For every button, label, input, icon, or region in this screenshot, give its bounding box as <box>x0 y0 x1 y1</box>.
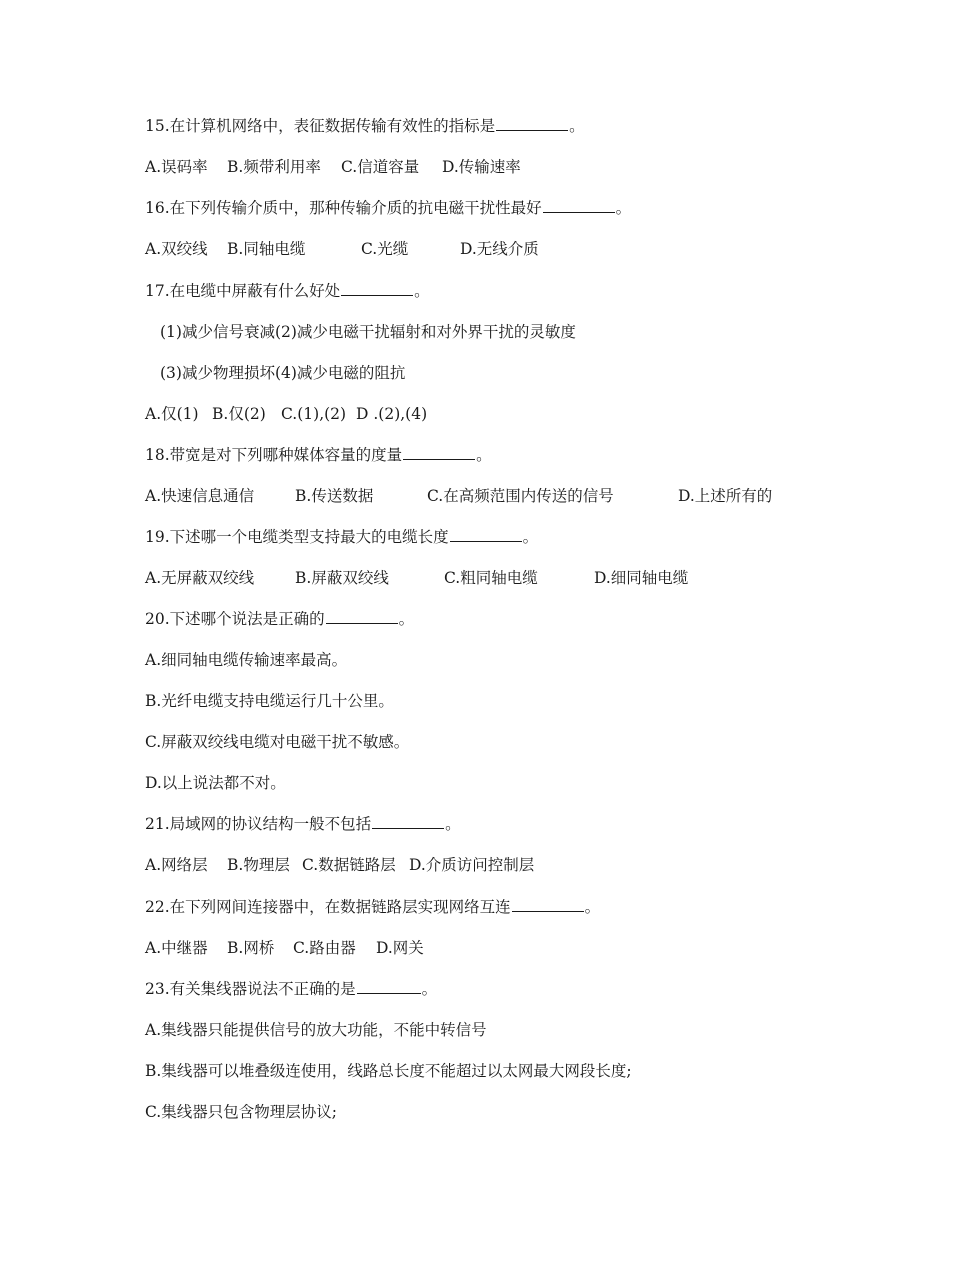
answer-blank <box>450 525 522 542</box>
question-15 <box>145 114 585 138</box>
option-a: A.双绞线 <box>145 240 208 258</box>
option-a: A.误码率 <box>145 158 208 176</box>
question-20-stem: 20.下述哪个说法是正确的 <box>145 610 325 628</box>
option-a: A.网络层 <box>145 856 208 874</box>
question-23-option-a: A.集线器只能提供信号的放大功能，不能中转信号 <box>145 1021 487 1039</box>
question-20-option-a: A.细同轴电缆传输速率最高。 <box>145 651 348 669</box>
option-a: A.无屏蔽双绞线 <box>145 569 255 587</box>
question-19-stem: 19.下述哪一个电缆类型支持最大的电缆长度 <box>145 528 449 546</box>
question-18 <box>145 443 492 467</box>
option-d: D.上述所有的 <box>678 487 773 505</box>
answer-blank <box>372 812 444 829</box>
option-b: B.仅(2) <box>212 405 266 423</box>
option-d: D .(2),(4) <box>356 405 428 423</box>
option-d: D.网关 <box>376 939 424 957</box>
question-23-option-b: B.集线器可以堆叠级连使用，线路总长度不能超过以太网最大网段长度; <box>145 1062 632 1080</box>
option-b: B.物理层 <box>227 856 290 874</box>
question-23-option-c: C.集线器只包含物理层协议; <box>145 1103 337 1121</box>
option-c: C.路由器 <box>293 939 356 957</box>
question-17 <box>145 279 430 303</box>
answer-blank <box>496 114 568 131</box>
option-b: B.传送数据 <box>295 487 374 505</box>
option-c: C.(1),(2) <box>281 405 347 423</box>
option-a: A.快速信息通信 <box>145 487 255 505</box>
question-21-stem: 21.局域网的协议结构一般不包括 <box>145 815 372 833</box>
question-19-end: 。 <box>522 528 539 546</box>
option-c: C.粗同轴电缆 <box>444 569 538 587</box>
option-c: C.在高频范围内传送的信号 <box>427 487 614 505</box>
question-20-option-d: D.以上说法都不对。 <box>145 774 286 792</box>
option-d: D.细同轴电缆 <box>594 569 689 587</box>
question-16-end: 。 <box>615 199 632 217</box>
answer-blank <box>326 607 398 624</box>
option-c: C.数据链路层 <box>302 856 396 874</box>
question-23 <box>145 977 437 1001</box>
answer-blank <box>543 196 615 213</box>
option-b: B.屏蔽双绞线 <box>295 569 389 587</box>
question-22 <box>145 895 600 919</box>
option-d: D.介质访问控制层 <box>409 856 535 874</box>
answer-blank <box>357 977 421 994</box>
question-17-end: 。 <box>414 282 430 300</box>
question-20-option-c: C.屏蔽双绞线电缆对电磁干扰不敏感。 <box>145 733 410 751</box>
question-16 <box>145 196 631 220</box>
question-17-item-2: (3)减少物理损坏(4)减少电磁的阻抗 <box>160 364 406 382</box>
option-d: D.无线介质 <box>460 240 539 258</box>
option-a: A.仅(1) <box>145 405 199 423</box>
option-b: B.频带利用率 <box>227 158 321 176</box>
question-21 <box>145 812 461 836</box>
answer-blank <box>403 443 475 460</box>
answer-blank <box>512 895 584 912</box>
question-18-end: 。 <box>476 446 492 464</box>
question-17-item-1: (1)减少信号衰减(2)减少电磁干扰辐射和对外界干扰的灵敏度 <box>160 323 576 341</box>
question-23-stem: 23.有关集线器说法不正确的是 <box>145 980 356 998</box>
question-15-end: 。 <box>569 117 585 135</box>
question-22-stem: 22.在下列网间连接器中，在数据链路层实现网络互连 <box>145 898 511 916</box>
answer-blank <box>341 279 413 296</box>
question-18-stem: 18.带宽是对下列哪种媒体容量的度量 <box>145 446 403 464</box>
question-21-end: 。 <box>445 815 461 833</box>
question-20-end: 。 <box>398 610 415 628</box>
question-19 <box>145 525 538 549</box>
question-15-stem: 15.在计算机网络中，表征数据传输有效性的指标是 <box>145 117 496 135</box>
question-17-stem: 17.在电缆中屏蔽有什么好处 <box>145 282 341 300</box>
question-20-option-b: B.光纤电缆支持电缆运行几十公里。 <box>145 692 394 710</box>
option-b: B.网桥 <box>227 939 275 957</box>
question-23-end: 。 <box>421 980 438 998</box>
option-c: C.信道容量 <box>341 158 420 176</box>
question-22-end: 。 <box>584 898 601 916</box>
option-a: A.中继器 <box>145 939 208 957</box>
option-d: D.传输速率 <box>442 158 521 176</box>
option-c: C.光缆 <box>361 240 409 258</box>
option-b: B.同轴电缆 <box>227 240 306 258</box>
question-16-stem: 16.在下列传输介质中，那种传输介质的抗电磁干扰性最好 <box>145 199 542 217</box>
question-20 <box>145 607 414 631</box>
